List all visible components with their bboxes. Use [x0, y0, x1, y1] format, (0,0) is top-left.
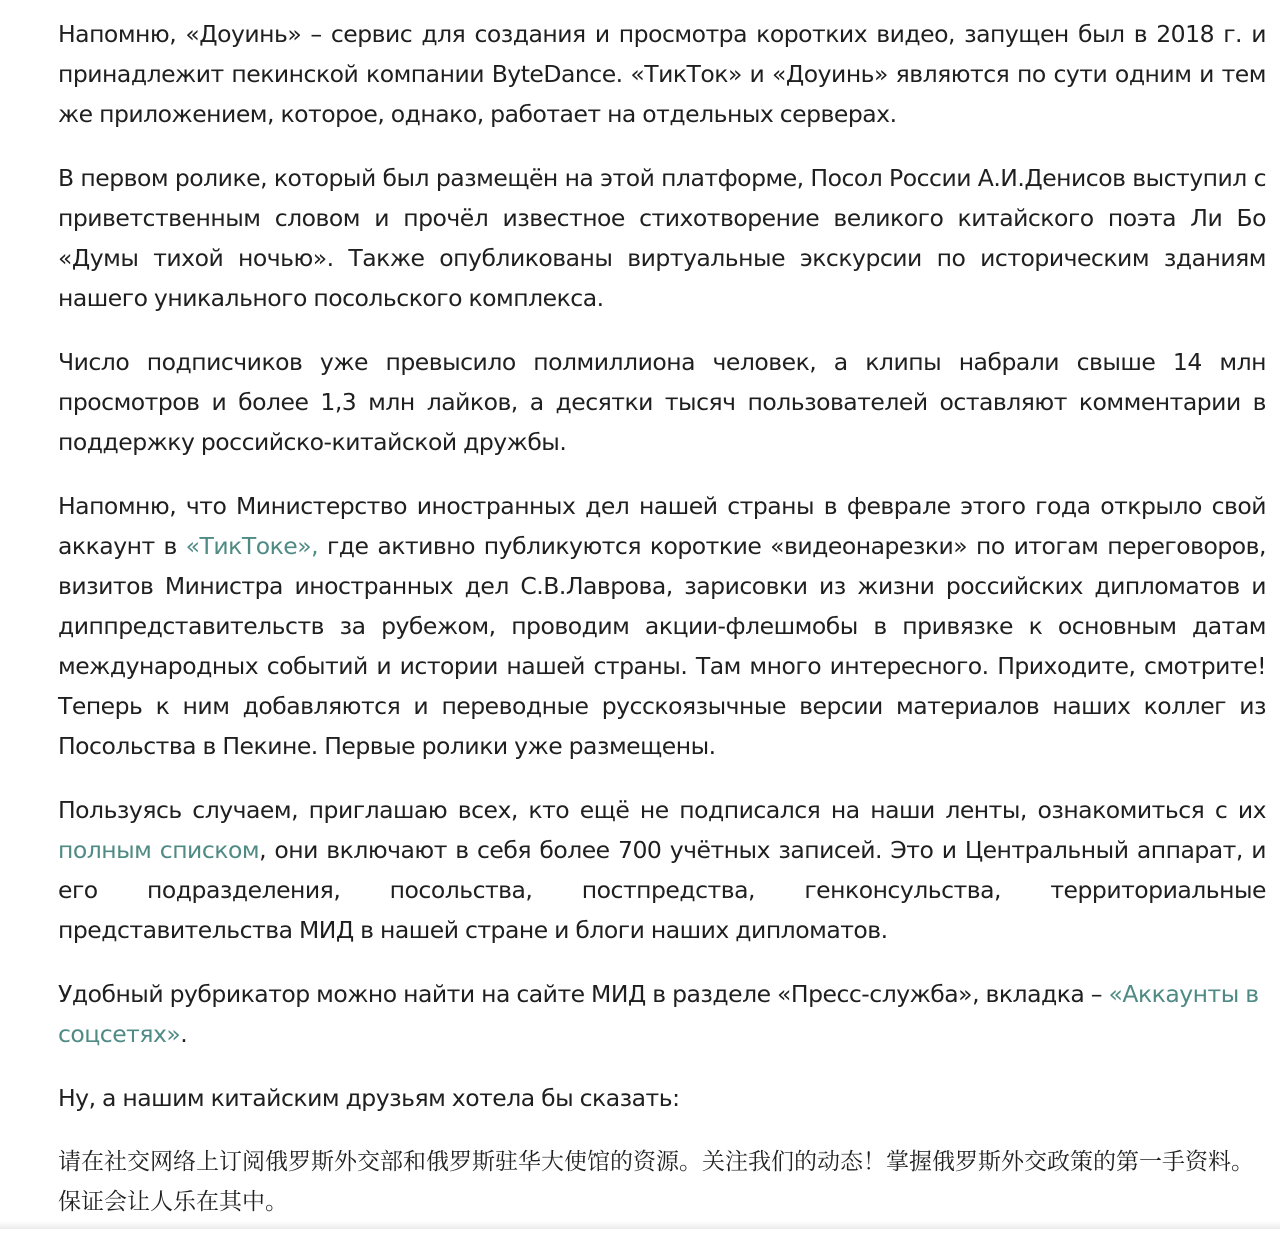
paragraph-text: . — [180, 1020, 188, 1048]
paragraph-rubricator — [58, 974, 1266, 1054]
social-accounts-link[interactable]: «Аккаунты в соцсетях» — [58, 980, 1259, 1048]
tiktok-link[interactable]: «ТикТоке», — [185, 532, 319, 560]
paragraph-douyin-intro: Напомню, «Доуинь» – сервис для создания и просмотра коротких видео, запущен был в 2018 г. и принадлежит пекинской компании ByteDance. «ТикТок» и «Доуинь» являются по сути одним и тем же приложением, которое, однако, работает на отдельных серверах. — [58, 20, 1266, 128]
paragraph-subscribers: Число подписчиков уже превысило полмиллиона человек, а клипы набрали свыше 14 млн просмотров и более 1,3 млн лайков, а десятки тысяч пользователей оставляют комментарии в поддержку российско-китайской дружбы. — [58, 348, 1266, 456]
paragraph-text: Напомню, что Министерство иностранных дел нашей страны в феврале этого года открыло свой аккаунт в — [58, 492, 1266, 560]
paragraph-chinese-friends: Ну, а нашим китайским друзьям хотела бы сказать: — [58, 1084, 680, 1112]
full-list-link[interactable]: полным списком — [58, 836, 260, 864]
paragraph-text: Пользуясь случаем, приглашаю всех, кто ещё не подписался на наши ленты, ознакомиться с их — [58, 796, 1266, 824]
article-body — [58, 14, 1266, 1246]
paragraph-mfa-tiktok — [58, 486, 1266, 766]
paragraph-text: , они включают в себя более 700 учётных записей. Это и Центральный аппарат, и его подразделения, посольства, постпредства, генконсульства, территориальные представительства МИД в нашей стране и блоги наших дипломатов. — [58, 836, 1266, 944]
paragraph-full-list — [58, 790, 1266, 950]
paragraph-chinese-text: 请在社交网络上订阅俄罗斯外交部和俄罗斯驻华大使馆的资源。关注我们的动态！掌握俄罗斯外交政策的第一手资料。 保证会让人乐在其中。 — [58, 1149, 1254, 1215]
paragraph-text: Удобный рубрикатор можно найти на сайте МИД в разделе «Пресс-служба», вкладка – — [58, 980, 1109, 1008]
paragraph-first-video: В первом ролике, который был размещён на этой платформе, Посол России А.И.Денисов выступил с приветственным словом и прочёл известное стихотворение великого китайского поэта Ли Бо «Думы тихой ночью». Также опубликованы виртуальные экскурсии по историческим зданиям нашего уникального посольского комплекса. — [58, 164, 1266, 312]
bottom-fade — [0, 1221, 1280, 1229]
paragraph-text: где активно публикуются короткие «видеонарезки» по итогам переговоров, визитов Министра иностранных дел С.В.Лаврова, зарисовки из жизни российских дипломатов и диппредставительств за рубежом, проводим акции-флешмобы в привязке к основным датам международных событий и истории нашей страны. Там много интересного. Приходите, смотрите! Теперь к ним добавляются и переводные русскоязычные версии материалов наших коллег из Посольства в Пекине. Первые ролики уже размещены. — [58, 532, 1266, 760]
